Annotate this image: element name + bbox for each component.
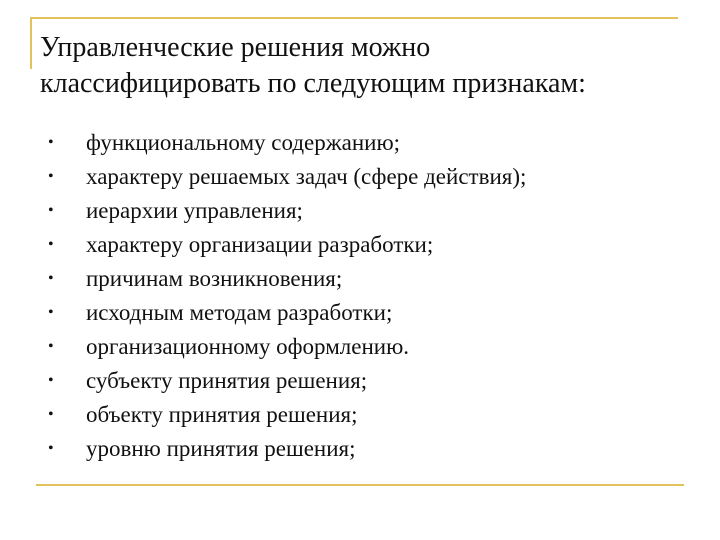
bullet-icon: • [48,236,54,253]
list-item-text: субъекту принятия решения; [86,368,368,393]
bullet-icon: • [48,134,54,151]
bottom-decorative-rule [36,484,684,486]
list-item-text: иерархии управления; [86,198,303,223]
list-item-text: причинам возникновения; [86,266,343,291]
list-item [48,262,526,296]
list-item-text: характеру решаемых задач (сфере действия); [86,164,527,189]
list-item-text: организационному оформлению. [86,334,409,359]
slide-title [40,30,690,102]
criteria-list [48,126,526,466]
bullet-icon: • [48,304,54,321]
bullet-icon: • [48,406,54,423]
list-item-text: уровню принятия решения; [86,436,356,461]
list-item-text: объекту принятия решения; [86,402,358,427]
title-line-2: классифицировать по следующим признакам: [40,68,586,99]
bullet-icon: • [48,440,54,457]
list-item-text: функциональному содержанию; [86,130,401,155]
list-item [48,160,526,194]
list-item [48,364,526,398]
list-item [48,432,526,466]
list-item [48,126,526,160]
list-item-text: исходным методам разработки; [86,300,393,325]
list-item [48,398,526,432]
list-item [48,228,526,262]
bullet-icon: • [48,372,54,389]
title-line-1: Управленческие решения можно [40,32,431,63]
bullet-icon: • [48,168,54,185]
bullet-icon: • [48,202,54,219]
top-decorative-rule [30,17,678,19]
list-item [48,330,526,364]
bullet-icon: • [48,270,54,287]
bullet-icon: • [48,338,54,355]
list-item [48,194,526,228]
left-decorative-rule [30,17,32,69]
list-item-text: характеру организации разработки; [86,232,434,257]
list-item [48,296,526,330]
